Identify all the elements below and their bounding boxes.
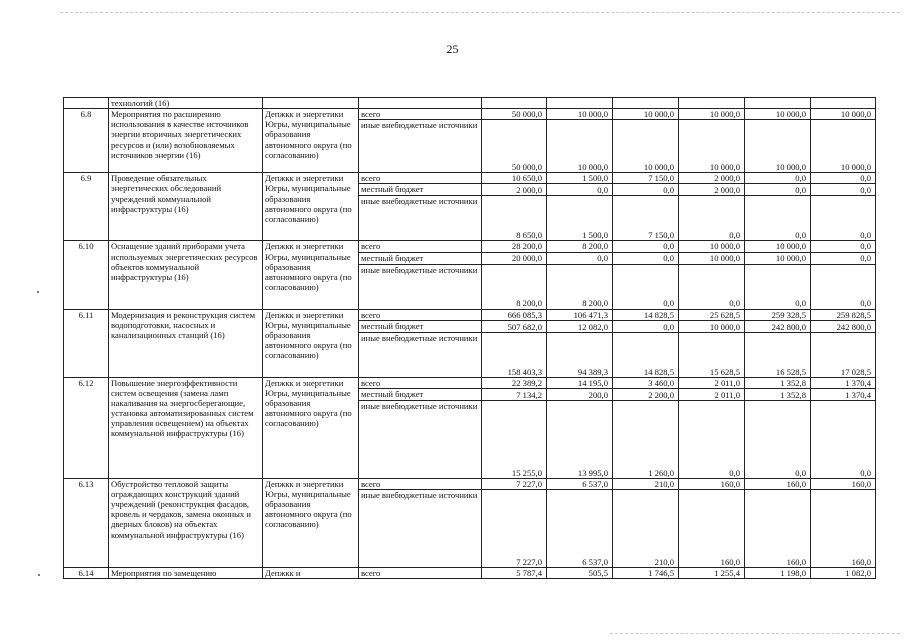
cell-activity-title: Мероприятия по замещению — [109, 567, 263, 578]
cell-amount: 10 000,0 — [613, 109, 679, 120]
cell-amount: 0,0 — [745, 264, 811, 309]
cell-amount: 0,0 — [679, 264, 745, 309]
cell-amount: 0,0 — [613, 184, 679, 196]
cell-amount: 10 650,0 — [482, 173, 547, 184]
budget-table — [63, 97, 876, 579]
cell-amount: 0,0 — [679, 196, 745, 241]
cell-amount: 50 000,0 — [482, 120, 547, 173]
cell-funding-source: всего — [359, 109, 482, 120]
cell-amount: 2 011,0 — [679, 388, 745, 400]
cell-amount: 0,0 — [811, 400, 876, 478]
cell-amount: 1 352,8 — [745, 388, 811, 400]
cell-amount: 15 255,0 — [482, 400, 547, 478]
cell-amount: 0,0 — [679, 400, 745, 478]
cell-amount: 10 000,0 — [679, 241, 745, 252]
cell-amount: 0,0 — [811, 173, 876, 184]
cell-amount: 14 828,5 — [613, 332, 679, 377]
cell-amount: 0,0 — [613, 264, 679, 309]
cell-amount: 10 000,0 — [745, 109, 811, 120]
cell-amount: 200,0 — [547, 388, 613, 400]
cell-executor: Депжкк и энергетики Югры, муниципальные образования автономного округа (по согласованию) — [263, 377, 359, 478]
cell-amount: 7 227,0 — [482, 478, 547, 489]
cell-amount: 8 200,0 — [547, 264, 613, 309]
cell-item-number: 6.14 — [64, 567, 109, 578]
cell-amount: 7 134,2 — [482, 388, 547, 400]
cell-amount: 8 200,0 — [547, 241, 613, 252]
cell-item-number: 6.10 — [64, 241, 109, 309]
cell-funding-source: всего — [359, 241, 482, 252]
cell-amount: 666 085,3 — [482, 309, 547, 320]
cell-activity-title: Модернизация и реконструкция систем водоподготовки, насосных и канализационных станций (16) — [109, 309, 263, 377]
cell-amount: 0,0 — [745, 400, 811, 478]
cell-amount: 10 000,0 — [811, 109, 876, 120]
cell-amount: 10 000,0 — [745, 120, 811, 173]
cell-amount: 0,0 — [811, 264, 876, 309]
cell-amount: 0,0 — [811, 252, 876, 264]
table-row — [64, 173, 876, 184]
table-row — [64, 377, 876, 388]
scan-dot — [37, 291, 39, 293]
cell-amount: 1 255,4 — [679, 567, 745, 578]
cell-amount: 17 028,5 — [811, 332, 876, 377]
cell-amount: 1 198,0 — [745, 567, 811, 578]
cell-amount: 12 082,0 — [547, 320, 613, 332]
cell-amount: 6 537,0 — [547, 489, 613, 567]
cell-num — [64, 98, 109, 109]
cell-amount: 15 628,5 — [679, 332, 745, 377]
cell-amount: 242 800,0 — [745, 320, 811, 332]
cell-amount: 14 195,0 — [547, 377, 613, 388]
cell-amount: 160,0 — [679, 478, 745, 489]
cell-amount: 2 200,0 — [613, 388, 679, 400]
cell-item-number: 6.12 — [64, 377, 109, 478]
table-row — [64, 478, 876, 489]
cell-activity-title: Оснащение зданий приборами учета используемых энергетических ресурсов объектов коммунальной инфраструктуры (16) — [109, 241, 263, 309]
cell-executor: Депжкк и энергетики Югры, муниципальные образования автономного округа (по согласованию) — [263, 173, 359, 241]
table-row — [64, 109, 876, 120]
cell-amount: 160,0 — [679, 489, 745, 567]
cell-amount: 50 000,0 — [482, 109, 547, 120]
cell-amount: 0,0 — [613, 241, 679, 252]
scan-artifact-bottom — [610, 633, 900, 634]
cell-activity-title: Повышение энергоэффективности систем освещения (замена ламп накаливания на энергосберегающие, установка автоматизированных систем управления освещением) на объектах коммунальной инфраструктуры (16) — [109, 377, 263, 478]
cell-funding-source: местный бюджет — [359, 320, 482, 332]
cell-amount: 0,0 — [613, 252, 679, 264]
cell-amount: 0,0 — [811, 184, 876, 196]
cell-amount: 2 000,0 — [482, 184, 547, 196]
cell-amount: 0,0 — [613, 320, 679, 332]
page-number: 25 — [446, 42, 459, 56]
cell-item-number: 6.11 — [64, 309, 109, 377]
cell-amount: 10 000,0 — [811, 120, 876, 173]
cell-amount: 10 000,0 — [679, 252, 745, 264]
cell-amount: 10 000,0 — [547, 120, 613, 173]
cell-amount: 2 000,0 — [679, 184, 745, 196]
cell-amount: 5 787,4 — [482, 567, 547, 578]
cell-amount: 6 537,0 — [547, 478, 613, 489]
cell-amount: 14 828,5 — [613, 309, 679, 320]
cell-activity-title: Мероприятия по расширению использования в качестве источников энергии вторичных энергетических ресурсов и (или) возобновляемых источников энергии (16) — [109, 109, 263, 173]
cell-amount: 10 000,0 — [679, 109, 745, 120]
table-body — [64, 98, 876, 579]
cell-amount: 10 000,0 — [679, 320, 745, 332]
cell-executor: Депжкк и энергетики Югры, муниципальные образования автономного округа (по согласованию) — [263, 241, 359, 309]
cell-amount: 259 828,5 — [811, 309, 876, 320]
cell-funding-source: иные внебюджетные источники — [359, 332, 482, 377]
cell-amount: 507 682,0 — [482, 320, 547, 332]
cell-item-number: 6.8 — [64, 109, 109, 173]
continuation-text: технологий (16) — [109, 98, 263, 109]
cell-amount: 22 389,2 — [482, 377, 547, 388]
cell-item-number: 6.13 — [64, 478, 109, 567]
cell-amount: 160,0 — [811, 478, 876, 489]
cell-amount: 0,0 — [547, 252, 613, 264]
cell-amount: 94 389,3 — [547, 332, 613, 377]
cell-executor: Депжкк и энергетики Югры, муниципальные образования автономного округа (по согласованию) — [263, 478, 359, 567]
cell-amount: 1 352,8 — [745, 377, 811, 388]
cell-amount: 28 200,0 — [482, 241, 547, 252]
cell-amount: 210,0 — [613, 478, 679, 489]
cell-funding-source: всего — [359, 478, 482, 489]
cell-amount: 160,0 — [745, 478, 811, 489]
cell-funding-source: иные внебюджетные источники — [359, 264, 482, 309]
cell-funding-source: иные внебюджетные источники — [359, 196, 482, 241]
cell-amount: 1 746,5 — [613, 567, 679, 578]
cell-amount: 0,0 — [745, 173, 811, 184]
cell-amount: 0,0 — [745, 184, 811, 196]
cell-funding-source: всего — [359, 173, 482, 184]
cell-funding-source: местный бюджет — [359, 388, 482, 400]
cell-amount: 7 150,0 — [613, 173, 679, 184]
cell-funding-source: всего — [359, 377, 482, 388]
cell-item-number: 6.9 — [64, 173, 109, 241]
cell-amount: 259 328,5 — [745, 309, 811, 320]
table-row — [64, 241, 876, 252]
cell-amount: 13 995,0 — [547, 400, 613, 478]
table-row — [64, 567, 876, 578]
cell-activity-title: Проведение обязательных энергетических обследований учреждений коммунальной инфраструктуры (16) — [109, 173, 263, 241]
cell-amount: 10 000,0 — [745, 241, 811, 252]
cell-amount: 158 403,3 — [482, 332, 547, 377]
cell-executor: Депжкк и — [263, 567, 359, 578]
cell-amount: 1 370,4 — [811, 388, 876, 400]
cell-amount: 0,0 — [745, 196, 811, 241]
cell-funding-source: местный бюджет — [359, 184, 482, 196]
cell-amount: 1 370,4 — [811, 377, 876, 388]
cell-amount: 1 082,0 — [811, 567, 876, 578]
cell-amount: 10 000,0 — [745, 252, 811, 264]
cell-amount: 2 000,0 — [679, 173, 745, 184]
cell-amount: 8 650,0 — [482, 196, 547, 241]
table-row — [64, 309, 876, 320]
cell-amount: 1 260,0 — [613, 400, 679, 478]
cell-funding-source: всего — [359, 309, 482, 320]
cell-amount: 210,0 — [613, 489, 679, 567]
cell-amount: 7 150,0 — [613, 196, 679, 241]
cell-amount: 7 227,0 — [482, 489, 547, 567]
cell-activity-title: Обустройство тепловой защиты ограждающих конструкций зданий учреждений (реконструкция фасадов, кровель и чердаков, замена оконных и дверных блоков) на объектах коммунальной инфраструктуры (16) — [109, 478, 263, 567]
cell-amount: 160,0 — [745, 489, 811, 567]
cell-executor: Депжкк и энергетики Югры, муниципальные образования автономного округа (по согласованию) — [263, 109, 359, 173]
cell-amount: 505,5 — [547, 567, 613, 578]
cell-amount: 1 500,0 — [547, 173, 613, 184]
cell-amount: 1 500,0 — [547, 196, 613, 241]
cell-funding-source: иные внебюджетные источники — [359, 400, 482, 478]
cell-amount: 8 200,0 — [482, 264, 547, 309]
cell-amount: 0,0 — [811, 196, 876, 241]
cell-amount: 160,0 — [811, 489, 876, 567]
cell-amount: 0,0 — [811, 241, 876, 252]
cell-funding-source: местный бюджет — [359, 252, 482, 264]
cell-amount: 10 000,0 — [547, 109, 613, 120]
cell-amount: 10 000,0 — [679, 120, 745, 173]
cell-amount: 10 000,0 — [613, 120, 679, 173]
cell-funding-source: иные внебюджетные источники — [359, 489, 482, 567]
scan-dot — [38, 574, 40, 576]
cell-amount: 0,0 — [547, 184, 613, 196]
cell-amount: 242 800,0 — [811, 320, 876, 332]
cell-amount: 16 528,5 — [745, 332, 811, 377]
cell-funding-source: всего — [359, 567, 482, 578]
cell-executor: Депжкк и энергетики Югры, муниципальные образования автономного округа (по согласованию) — [263, 309, 359, 377]
cell-amount: 2 011,0 — [679, 377, 745, 388]
scan-artifact-top — [60, 12, 900, 13]
cell-amount: 20 000,0 — [482, 252, 547, 264]
cell-amount: 3 460,0 — [613, 377, 679, 388]
table-row-continuation — [64, 98, 876, 109]
cell-amount: 25 628,5 — [679, 309, 745, 320]
cell-funding-source: иные внебюджетные источники — [359, 120, 482, 173]
cell-amount: 106 471,3 — [547, 309, 613, 320]
